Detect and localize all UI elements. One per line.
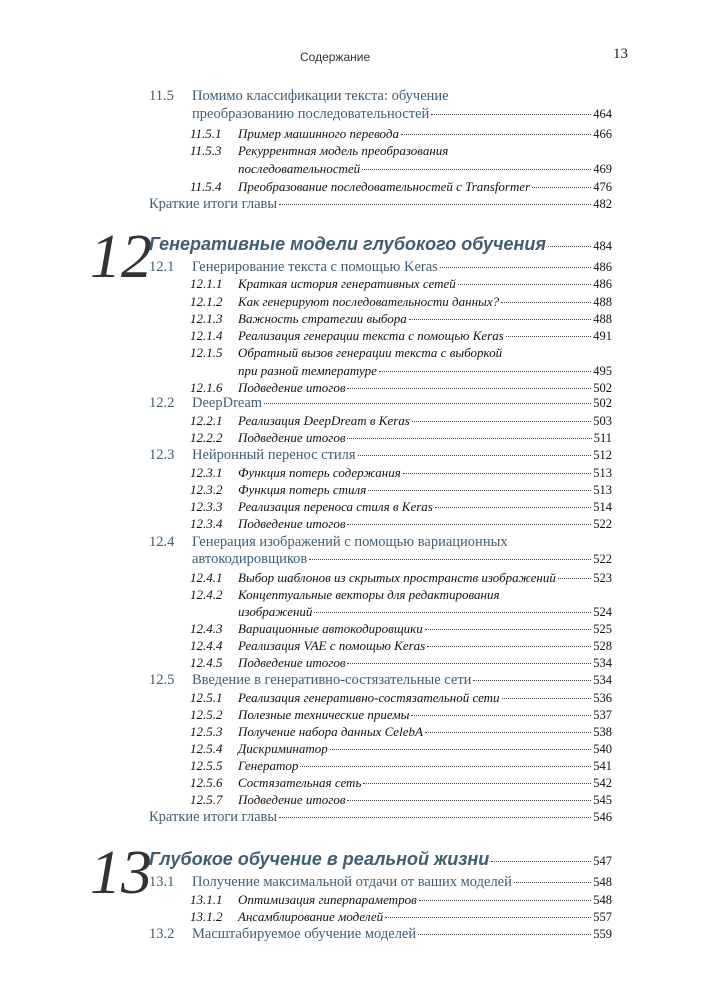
toc-page-number: 522 bbox=[593, 552, 612, 566]
toc-subsection-number: 11.5.3 bbox=[190, 143, 222, 158]
toc-subsection-number: 12.1.3 bbox=[190, 311, 223, 326]
toc-subsection-entry[interactable] bbox=[238, 482, 612, 498]
toc-page-number: 540 bbox=[593, 742, 612, 756]
dot-leader bbox=[427, 646, 591, 647]
toc-page-number: 495 bbox=[593, 364, 612, 378]
toc-page-number: 488 bbox=[593, 312, 612, 326]
dot-leader bbox=[419, 900, 592, 901]
chapter-title: Глубокое обучение в реальной жизни bbox=[149, 849, 490, 869]
toc-page-number: 545 bbox=[593, 793, 612, 807]
toc-section-title: Масштабируемое обучение моделей bbox=[192, 926, 417, 942]
toc-subsection-number: 12.4.5 bbox=[190, 655, 223, 670]
toc-subsection-entry[interactable] bbox=[238, 909, 612, 925]
toc-section-title: Введение в генеративно-состязательные сети bbox=[192, 672, 472, 688]
toc-subsection-entry[interactable] bbox=[238, 465, 612, 481]
toc-subsection-number: 12.5.4 bbox=[190, 741, 223, 756]
toc-subsection-title: Состязательная сеть bbox=[238, 775, 362, 790]
toc-page-number: 548 bbox=[593, 893, 612, 907]
toc-section-title: Нейронный перенос стиля bbox=[192, 447, 356, 463]
toc-section-number: 12.5 bbox=[149, 672, 175, 688]
toc-subsection-title: Подведение итогов bbox=[238, 516, 346, 531]
toc-subsection-title: изображений bbox=[238, 604, 313, 619]
toc-section-title: DeepDream bbox=[192, 395, 263, 411]
toc-subsection-entry[interactable] bbox=[238, 294, 612, 310]
toc-subsection-number: 12.1.2 bbox=[190, 294, 223, 309]
toc-subsection-number: 12.5.5 bbox=[190, 758, 223, 773]
toc-subsection-number: 12.5.7 bbox=[190, 792, 223, 807]
chapter-number: 12 bbox=[90, 223, 152, 291]
dot-leader bbox=[431, 114, 591, 115]
toc-page-number: 511 bbox=[593, 431, 612, 445]
toc-summary-entry[interactable] bbox=[149, 809, 612, 826]
toc-page-number: 513 bbox=[593, 466, 612, 480]
toc-summary-entry[interactable] bbox=[149, 196, 612, 213]
toc-section-number: 11.5 bbox=[149, 88, 174, 104]
toc-section-number: 13.2 bbox=[149, 926, 175, 942]
dot-leader bbox=[279, 204, 591, 205]
dot-leader bbox=[458, 284, 592, 285]
toc-subsection-title: Выбор шаблонов из скрытых пространств изображений bbox=[238, 570, 556, 585]
toc-subsection-title-line: Рекуррентная модель преобразования bbox=[238, 143, 449, 158]
chapter-title: Генеративные модели глубокого обучения bbox=[149, 234, 546, 254]
toc-subsection-entry[interactable] bbox=[238, 604, 612, 620]
toc-subsection-entry[interactable] bbox=[238, 363, 612, 379]
toc-subsection-number: 12.2.2 bbox=[190, 430, 223, 445]
toc-page-number: 523 bbox=[593, 571, 612, 585]
toc-subsection-title: Оптимизация гиперпараметров bbox=[238, 892, 417, 907]
toc-subsection-entry[interactable] bbox=[238, 570, 612, 586]
toc-page-number: 482 bbox=[593, 197, 612, 211]
toc-subsection-entry[interactable] bbox=[238, 638, 612, 654]
toc-section-title: преобразованию последовательностей bbox=[192, 106, 430, 122]
toc-summary-title: Краткие итоги главы bbox=[149, 809, 278, 825]
toc-subsection-title: Реализация VAE с помощью Keras bbox=[238, 638, 426, 653]
toc-subsection-title: Реализация генеративно-состязательной сети bbox=[238, 690, 500, 705]
toc-page-number: 502 bbox=[593, 396, 612, 410]
toc-subsection-number: 12.1.6 bbox=[190, 380, 223, 395]
toc-subsection-entry[interactable] bbox=[238, 126, 612, 142]
toc-subsection-number: 12.3.3 bbox=[190, 499, 223, 514]
toc-page-number: 486 bbox=[593, 260, 612, 274]
dot-leader bbox=[362, 169, 591, 170]
dot-leader bbox=[418, 934, 591, 935]
dot-leader bbox=[501, 302, 591, 303]
toc-page-number: 546 bbox=[593, 810, 612, 824]
toc-subsection-title: Преобразование последовательностей с Transformer bbox=[238, 179, 531, 194]
toc-subsection-entry[interactable] bbox=[238, 741, 612, 757]
toc-subsection-title: Реализация переноса стиля в Keras bbox=[238, 499, 433, 514]
toc-subsection-title: Вариационные автокодировщики bbox=[238, 621, 423, 636]
page-number: 13 bbox=[613, 46, 628, 62]
toc-subsection-entry[interactable] bbox=[238, 430, 612, 446]
toc-subsection-number: 12.4.3 bbox=[190, 621, 223, 636]
toc-subsection-number: 11.5.4 bbox=[190, 179, 222, 194]
toc-subsection-title: Подведение итогов bbox=[238, 380, 346, 395]
toc-page-number: 525 bbox=[593, 622, 612, 636]
dot-leader bbox=[412, 421, 591, 422]
dot-leader bbox=[347, 663, 591, 664]
toc-subsection-entry[interactable] bbox=[238, 621, 612, 637]
toc-subsection-number: 12.1.5 bbox=[190, 345, 223, 360]
toc-page-number: 547 bbox=[593, 854, 612, 868]
dot-leader bbox=[358, 455, 592, 456]
toc-page-number: 486 bbox=[593, 277, 612, 291]
dot-leader bbox=[425, 732, 591, 733]
toc-subsection-entry[interactable] bbox=[238, 724, 612, 740]
toc-subsection-number: 12.5.1 bbox=[190, 690, 223, 705]
toc-subsection-title: Важность стратегии выбора bbox=[238, 311, 407, 326]
dot-leader bbox=[409, 319, 591, 320]
toc-subsection-title: последовательностей bbox=[238, 161, 361, 176]
dot-leader bbox=[347, 800, 591, 801]
dot-leader bbox=[425, 629, 592, 630]
dot-leader bbox=[514, 882, 591, 883]
toc-page-number: 476 bbox=[593, 180, 612, 194]
toc-page-number: 514 bbox=[593, 500, 612, 514]
toc-page-number: 534 bbox=[593, 656, 612, 670]
dot-leader bbox=[379, 371, 591, 372]
toc-section-entry[interactable] bbox=[192, 447, 612, 464]
dot-leader bbox=[330, 749, 591, 750]
toc-subsection-entry[interactable] bbox=[238, 775, 612, 791]
toc-page-number: 512 bbox=[593, 448, 612, 462]
dot-leader bbox=[309, 559, 591, 560]
toc-page-number: 534 bbox=[593, 673, 612, 687]
dot-leader bbox=[440, 267, 591, 268]
toc-section-number: 12.1 bbox=[149, 259, 175, 275]
toc-subsection-number: 13.1.1 bbox=[190, 892, 223, 907]
toc-page-number: 484 bbox=[593, 239, 612, 253]
dot-leader bbox=[411, 715, 591, 716]
toc-subsection-number: 12.5.2 bbox=[190, 707, 223, 722]
toc-subsection-title: Функция потерь стиля bbox=[238, 482, 367, 497]
dot-leader bbox=[347, 388, 591, 389]
toc-section-number: 12.3 bbox=[149, 447, 175, 463]
dot-leader bbox=[401, 134, 591, 135]
toc-subsection-entry[interactable] bbox=[238, 328, 612, 344]
toc-subsection-entry[interactable] bbox=[238, 413, 612, 429]
toc-page-number: 491 bbox=[593, 329, 612, 343]
toc-subsection-entry[interactable] bbox=[238, 276, 612, 292]
chapter-number: 13 bbox=[90, 839, 152, 907]
dot-leader bbox=[363, 783, 591, 784]
dot-leader bbox=[385, 917, 591, 918]
dot-leader bbox=[558, 578, 591, 579]
toc-section-title-line: Генерация изображений с помощью вариационных bbox=[192, 534, 508, 550]
dot-leader bbox=[532, 187, 591, 188]
toc-subsection-entry[interactable] bbox=[238, 690, 612, 706]
toc-subsection-number: 12.1.4 bbox=[190, 328, 223, 343]
toc-page-number: 513 bbox=[593, 483, 612, 497]
toc-subsection-title: Подведение итогов bbox=[238, 430, 346, 445]
toc-subsection-number: 12.5.6 bbox=[190, 775, 223, 790]
toc-chapter-entry[interactable] bbox=[149, 849, 612, 870]
toc-subsection-title: Реализация DeepDream в Keras bbox=[238, 413, 410, 428]
toc-section-entry[interactable] bbox=[192, 874, 612, 891]
toc-page-number: 488 bbox=[593, 295, 612, 309]
dot-leader bbox=[491, 861, 591, 862]
toc-section-entry[interactable] bbox=[192, 551, 612, 568]
toc-subsection-title: Как генерируют последовательности данных? bbox=[238, 294, 500, 309]
toc-section-entry[interactable] bbox=[192, 259, 612, 276]
toc-subsection-entry[interactable] bbox=[238, 161, 612, 177]
toc-subsection-entry[interactable] bbox=[238, 892, 612, 908]
dot-leader bbox=[347, 438, 591, 439]
toc-subsection-title-line: Обратный вызов генерации текста с выборкой bbox=[238, 345, 503, 360]
dot-leader bbox=[506, 336, 591, 337]
dot-leader bbox=[435, 507, 591, 508]
dot-leader bbox=[264, 403, 591, 404]
toc-page-number: 502 bbox=[593, 381, 612, 395]
toc-subsection-number: 12.4.1 bbox=[190, 570, 223, 585]
dot-leader bbox=[368, 490, 591, 491]
toc-summary-title: Краткие итоги главы bbox=[149, 196, 278, 212]
toc-page-number: 557 bbox=[593, 910, 612, 924]
toc-subsection-title: Функция потерь содержания bbox=[238, 465, 401, 480]
running-header-title: Содержание bbox=[300, 50, 371, 64]
dot-leader bbox=[502, 698, 592, 699]
dot-leader bbox=[279, 817, 591, 818]
toc-subsection-number: 12.5.3 bbox=[190, 724, 223, 739]
toc-page-number: 536 bbox=[593, 691, 612, 705]
toc-subsection-title: Подведение итогов bbox=[238, 655, 346, 670]
toc-page-number: 541 bbox=[593, 759, 612, 773]
toc-subsection-entry[interactable] bbox=[238, 707, 612, 723]
toc-subsection-number: 11.5.1 bbox=[190, 126, 222, 141]
toc-subsection-entry[interactable] bbox=[238, 516, 612, 532]
toc-subsection-number: 12.3.1 bbox=[190, 465, 223, 480]
toc-subsection-entry[interactable] bbox=[238, 758, 612, 774]
toc-subsection-number: 12.4.2 bbox=[190, 587, 223, 602]
toc-subsection-title: при разной температуре bbox=[238, 363, 377, 378]
toc-section-number: 13.1 bbox=[149, 874, 175, 890]
toc-subsection-entry[interactable] bbox=[238, 380, 612, 396]
toc-section-entry[interactable] bbox=[192, 106, 612, 123]
toc-subsection-title: Дискриминатор bbox=[238, 741, 328, 756]
toc-subsection-number: 12.4.4 bbox=[190, 638, 223, 653]
dot-leader bbox=[473, 680, 591, 681]
toc-page-number: 548 bbox=[593, 875, 612, 889]
toc-page-number: 528 bbox=[593, 639, 612, 653]
dot-leader bbox=[314, 612, 591, 613]
dot-leader bbox=[403, 473, 592, 474]
toc-subsection-title-line: Концептуальные векторы для редактирования bbox=[238, 587, 500, 602]
toc-page-number: 466 bbox=[593, 127, 612, 141]
toc-subsection-title: Реализация генерации текста с помощью Keras bbox=[238, 328, 504, 343]
toc-subsection-entry[interactable] bbox=[238, 311, 612, 327]
toc-section-number: 12.4 bbox=[149, 534, 175, 550]
toc-subsection-title: Краткая история генеративных сетей bbox=[238, 276, 456, 291]
toc-section-title: автокодировщиков bbox=[192, 551, 308, 567]
toc-section-title-line: Помимо классификации текста: обучение bbox=[192, 88, 449, 104]
dot-leader bbox=[548, 246, 591, 247]
toc-subsection-number: 13.1.2 bbox=[190, 909, 223, 924]
toc-subsection-title: Пример машинного перевода bbox=[238, 126, 399, 141]
toc-subsection-title: Получение набора данных CelebA bbox=[238, 724, 423, 739]
toc-page-number: 522 bbox=[593, 517, 612, 531]
toc-subsection-title: Ансамблирование моделей bbox=[238, 909, 384, 924]
toc-subsection-entry[interactable] bbox=[238, 655, 612, 671]
toc-subsection-title: Полезные технические приемы bbox=[238, 707, 410, 722]
toc-subsection-title: Генератор bbox=[238, 758, 299, 773]
toc-section-number: 12.2 bbox=[149, 395, 175, 411]
toc-subsection-entry[interactable] bbox=[238, 792, 612, 808]
dot-leader bbox=[347, 524, 591, 525]
toc-section-entry[interactable] bbox=[192, 395, 612, 412]
toc-subsection-number: 12.3.4 bbox=[190, 516, 223, 531]
toc-page-number: 464 bbox=[593, 107, 612, 121]
toc-page-number: 537 bbox=[593, 708, 612, 722]
toc-section-entry[interactable] bbox=[192, 926, 612, 943]
toc-section-entry[interactable] bbox=[192, 672, 612, 689]
toc-subsection-number: 12.3.2 bbox=[190, 482, 223, 497]
toc-page-number: 542 bbox=[593, 776, 612, 790]
dot-leader bbox=[300, 766, 591, 767]
toc-page-number: 524 bbox=[593, 605, 612, 619]
toc-section-title: Получение максимальной отдачи от ваших моделей bbox=[192, 874, 512, 890]
toc-page-number: 503 bbox=[593, 414, 612, 428]
toc-page-number: 559 bbox=[593, 927, 612, 941]
toc-page-number: 538 bbox=[593, 725, 612, 739]
toc-subsection-number: 12.2.1 bbox=[190, 413, 223, 428]
toc-section-title: Генерирование текста с помощью Keras bbox=[192, 259, 438, 275]
toc-subsection-number: 12.1.1 bbox=[190, 276, 223, 291]
toc-subsection-entry[interactable] bbox=[238, 499, 612, 515]
toc-subsection-entry[interactable] bbox=[238, 179, 612, 195]
toc-page-number: 469 bbox=[593, 162, 612, 176]
toc-chapter-entry[interactable] bbox=[149, 234, 612, 255]
toc-subsection-title: Подведение итогов bbox=[238, 792, 346, 807]
